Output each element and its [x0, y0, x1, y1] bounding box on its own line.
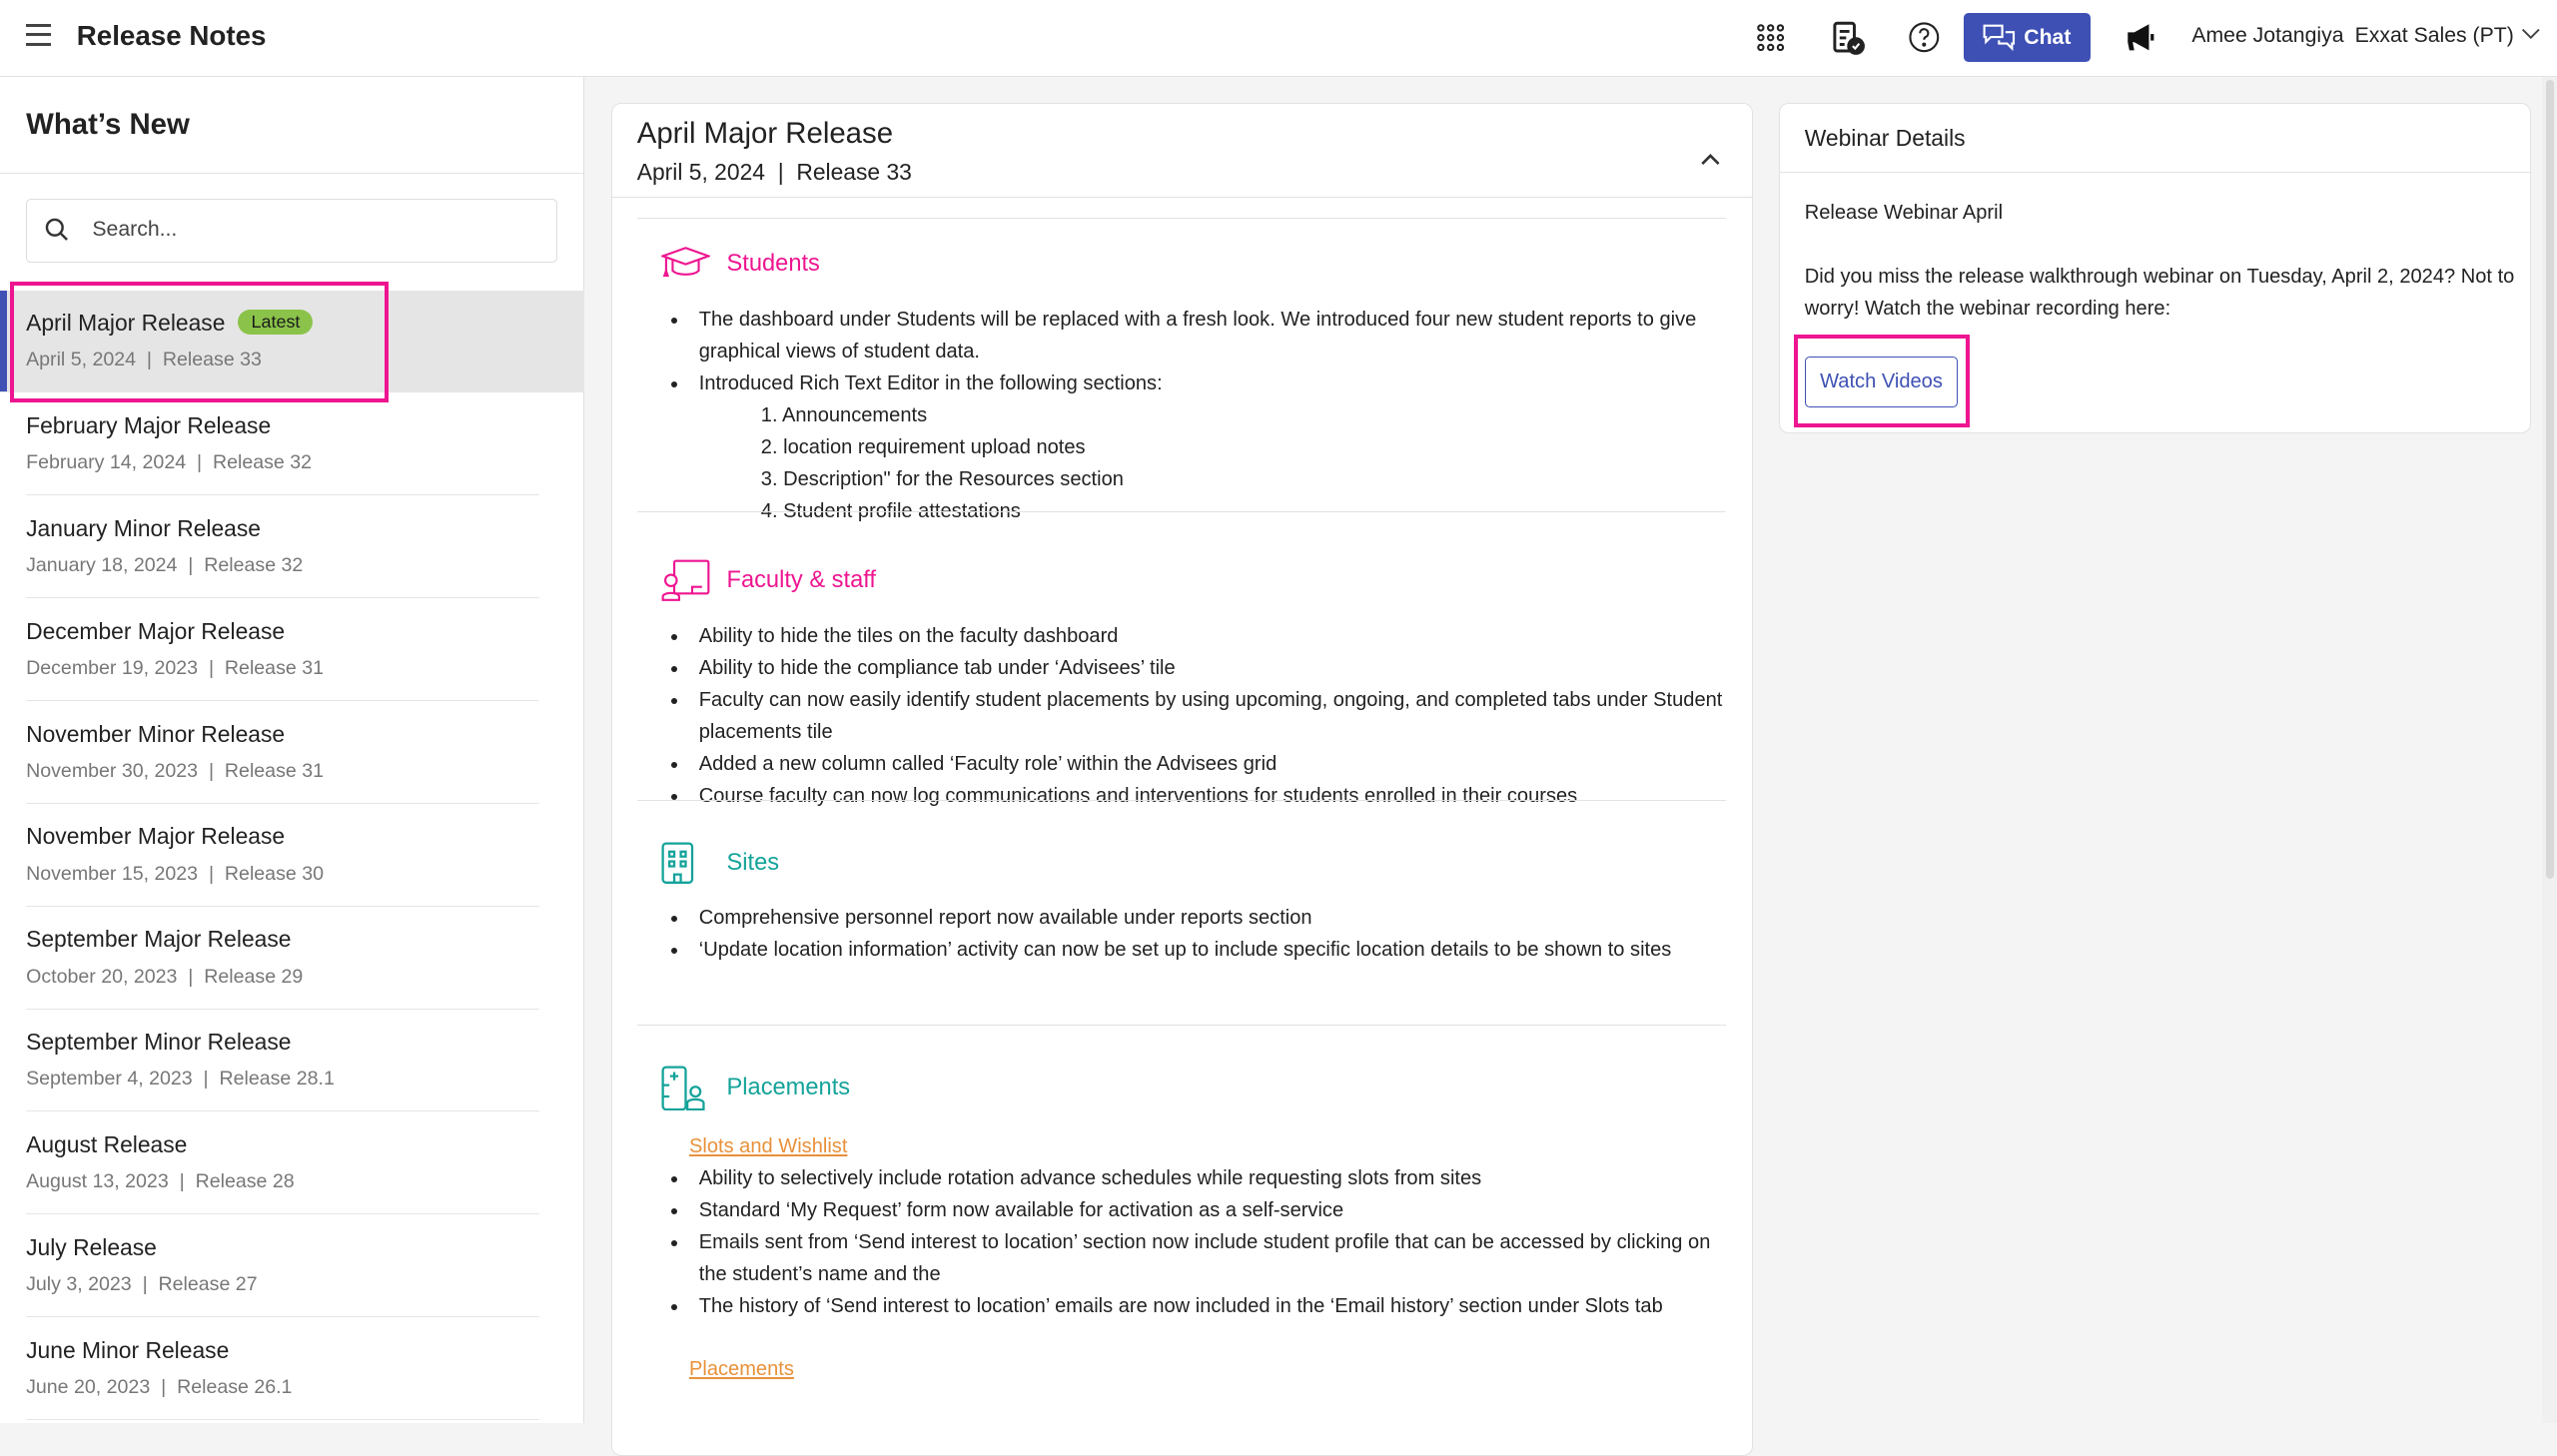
list-item: • Emails sent from ‘Send interest to location’ section now include student profile that can be accessed by clicking on the student’s name and the [689, 1226, 1726, 1290]
release-date: June 20, 2023 [26, 1375, 151, 1398]
release-name-text: June Minor Release [26, 1336, 230, 1363]
highlight-box [10, 282, 389, 402]
release-subtitle: April 5, 2024 | Release 33 [636, 159, 912, 186]
list-item: • Comprehensive personnel report now available under reports section [689, 902, 1726, 934]
release-number: Release 31 [224, 759, 324, 782]
list-item: • ‘Update location information’ activity can now be set up to include specific location details to be shown to sites [689, 934, 1726, 966]
release-date: February 14, 2024 [26, 451, 187, 474]
search-icon [45, 218, 69, 242]
release-title: April Major Release [636, 116, 894, 150]
divider [26, 1419, 539, 1420]
list-item: • Ability to hide the compliance tab under ‘Advisees’ tile [689, 652, 1726, 684]
list-item: • Course faculty can now log communications and interventions for students enrolled in their courses [689, 780, 1726, 812]
release-list-item[interactable] [0, 1317, 584, 1420]
list-item: • Ability to selectively include rotation advance schedules while requesting slots from sites [689, 1162, 1726, 1194]
sidebar-title: What’s New [26, 107, 190, 141]
release-number: Release 28.1 [219, 1068, 335, 1091]
webinar-title: Webinar Details [1804, 125, 1966, 152]
section-title: Faculty & staff [726, 567, 876, 594]
placements-link[interactable]: Placements [688, 1358, 794, 1381]
section-placements [637, 1025, 1727, 1386]
release-list-item[interactable] [0, 1010, 584, 1112]
sub-list-item: 1. Announcements [760, 404, 928, 426]
section-students [637, 218, 1727, 527]
megaphone-icon[interactable] [2124, 20, 2159, 56]
webinar-subtitle: Release Webinar April [1804, 201, 2004, 224]
release-date: October 20, 2023 [26, 965, 178, 988]
release-number: Release 33 [162, 349, 262, 371]
release-name [26, 1234, 157, 1261]
release-list-item[interactable] [0, 392, 584, 495]
release-meta: November 30, 2023 | Release 31 [26, 759, 324, 782]
sub-item-text: Announcements [782, 404, 928, 426]
apps-grid-icon[interactable] [1753, 20, 1789, 56]
list-item [689, 367, 1726, 527]
release-name [26, 823, 285, 850]
chevron-up-icon[interactable] [1699, 143, 1722, 174]
release-list-sidebar [0, 77, 584, 1424]
release-name-text: January Minor Release [26, 514, 262, 541]
checklist-document-icon[interactable] [1830, 20, 1866, 56]
release-name-text: February Major Release [26, 412, 272, 439]
release-name [26, 926, 291, 953]
release-date: July 3, 2023 [26, 1273, 132, 1296]
release-date: November 30, 2023 [26, 759, 199, 782]
organization-name[interactable]: Exxat Sales (PT) [2354, 24, 2514, 48]
user-name[interactable]: Amee Jotangiya [2191, 24, 2344, 48]
hamburger-menu-icon[interactable] [26, 24, 50, 45]
release-meta: November 15, 2023 | Release 30 [26, 862, 324, 885]
list-item: • Ability to hide the tiles on the faculty dashboard [689, 620, 1726, 652]
sub-item-text: Description" for the Resources section [783, 468, 1124, 490]
divider [612, 197, 1752, 198]
release-date: April 5, 2024 [26, 349, 137, 371]
release-number: Release 29 [204, 965, 304, 988]
section-faculty [637, 511, 1727, 812]
release-meta: April 5, 2024 | Release 33 [26, 349, 262, 371]
release-list-item[interactable] [0, 1111, 584, 1214]
release-name [26, 515, 261, 542]
scrollbar[interactable] [2542, 77, 2557, 1424]
release-name-text: August Release [26, 1131, 188, 1158]
release-list-item[interactable] [0, 598, 584, 701]
release-list-item[interactable] [0, 804, 584, 907]
watch-videos-button[interactable]: Watch Videos [1805, 357, 1958, 407]
scrollbar-thumb[interactable] [2546, 80, 2554, 879]
release-name-text: July Release [26, 1233, 157, 1260]
release-number: Release 32 [212, 451, 313, 474]
webinar-description: Did you miss the release walkthrough webinar on Tuesday, April 2, 2024? Not to worry! Watch the webinar recording here: [1804, 266, 2515, 321]
list-item: • The dashboard under Students will be replaced with a fresh look. We introduced four new student reports to give graphical views of student data. [689, 304, 1726, 367]
selected-indicator [0, 291, 7, 391]
chat-label: Chat [2024, 25, 2072, 49]
release-number: Release 27 [158, 1273, 258, 1296]
list-item: • Standard ‘My Request’ form now available for activation as a self-service [689, 1194, 1726, 1226]
search-input[interactable] [89, 200, 545, 260]
release-meta: January 18, 2024 | Release 32 [26, 554, 304, 577]
release-name [26, 1337, 229, 1364]
release-name [26, 1131, 187, 1158]
release-name [26, 1029, 291, 1056]
sub-item-text: Student profile attestations [783, 500, 1021, 522]
release-number: Release 31 [224, 656, 324, 679]
help-icon[interactable] [1907, 20, 1943, 56]
divider [0, 173, 583, 174]
release-meta: August 13, 2023 | Release 28 [26, 1170, 295, 1193]
building-icon [661, 842, 710, 884]
sub-list-item: 2. location requirement upload notes [760, 436, 1086, 458]
top-header [0, 0, 2557, 77]
search-box[interactable] [26, 199, 557, 263]
release-name [26, 412, 271, 439]
release-list-item[interactable] [0, 701, 584, 804]
app-title: Release Notes [76, 19, 267, 51]
release-list-item[interactable] [0, 495, 584, 598]
sub-list-item: 3. Description" for the Resources section [760, 468, 1124, 490]
release-name-text: November Major Release [26, 823, 286, 850]
release-name [26, 618, 285, 645]
release-list-item[interactable] [0, 907, 584, 1010]
section-title: Students [726, 251, 820, 278]
release-date: August 13, 2023 [26, 1170, 169, 1193]
placements-icon [661, 1066, 710, 1111]
release-meta: December 19, 2023 | Release 31 [26, 656, 324, 679]
list-item: • The history of ‘Send interest to location’ emails are now included in the ‘Email history’ section under Slots tab [689, 1290, 1726, 1322]
section-sites [637, 800, 1727, 966]
release-name-text: November Minor Release [26, 720, 286, 747]
graduation-cap-icon [661, 245, 710, 284]
release-meta: October 20, 2023 | Release 29 [26, 965, 304, 988]
chevron-down-icon[interactable] [2521, 23, 2541, 49]
faculty-board-icon [661, 559, 710, 601]
release-name-text: December Major Release [26, 617, 286, 644]
release-meta: September 4, 2023 | Release 28.1 [26, 1068, 335, 1091]
release-date: September 4, 2023 [26, 1068, 193, 1091]
release-number: Release 30 [224, 862, 324, 885]
list-item: • Faculty can now easily identify student placements by using upcoming, ongoing, and completed tabs under Student placements tile [689, 684, 1726, 748]
release-name [26, 721, 285, 748]
section-title: Sites [726, 849, 780, 876]
release-meta: June 20, 2023 | Release 26.1 [26, 1375, 293, 1398]
sub-list-item: 4. Student profile attestations [760, 500, 1021, 522]
release-date: December 19, 2023 [26, 656, 199, 679]
list-item: • Added a new column called ‘Faculty role’ within the Advisees grid [689, 748, 1726, 780]
slots-wishlist-link[interactable]: Slots and Wishlist [688, 1134, 848, 1157]
chat-button[interactable] [1964, 13, 2091, 62]
latest-badge: Latest [238, 310, 313, 334]
release-name-text: September Minor Release [26, 1029, 292, 1056]
section-title: Placements [726, 1074, 851, 1100]
release-name-text: September Major Release [26, 926, 292, 953]
highlight-box [1794, 335, 1970, 427]
sub-item-text: location requirement upload notes [783, 436, 1086, 458]
release-name-text: April Major Release [26, 310, 226, 337]
release-number: Release 28 [195, 1170, 295, 1193]
release-meta: February 14, 2024 | Release 32 [26, 451, 313, 474]
release-date: November 15, 2023 [26, 862, 199, 885]
release-detail-card [611, 103, 1753, 1456]
divider [1780, 172, 2530, 173]
release-list-item[interactable] [0, 1214, 584, 1317]
release-date: January 18, 2024 [26, 554, 178, 577]
release-number: Release 32 [204, 554, 304, 577]
chat-bubbles-icon [1983, 24, 2016, 50]
list-item-text: Introduced Rich Text Editor in the following sections: [698, 372, 1163, 394]
release-meta: July 3, 2023 | Release 27 [26, 1273, 258, 1296]
release-number: Release 26.1 [177, 1375, 293, 1398]
